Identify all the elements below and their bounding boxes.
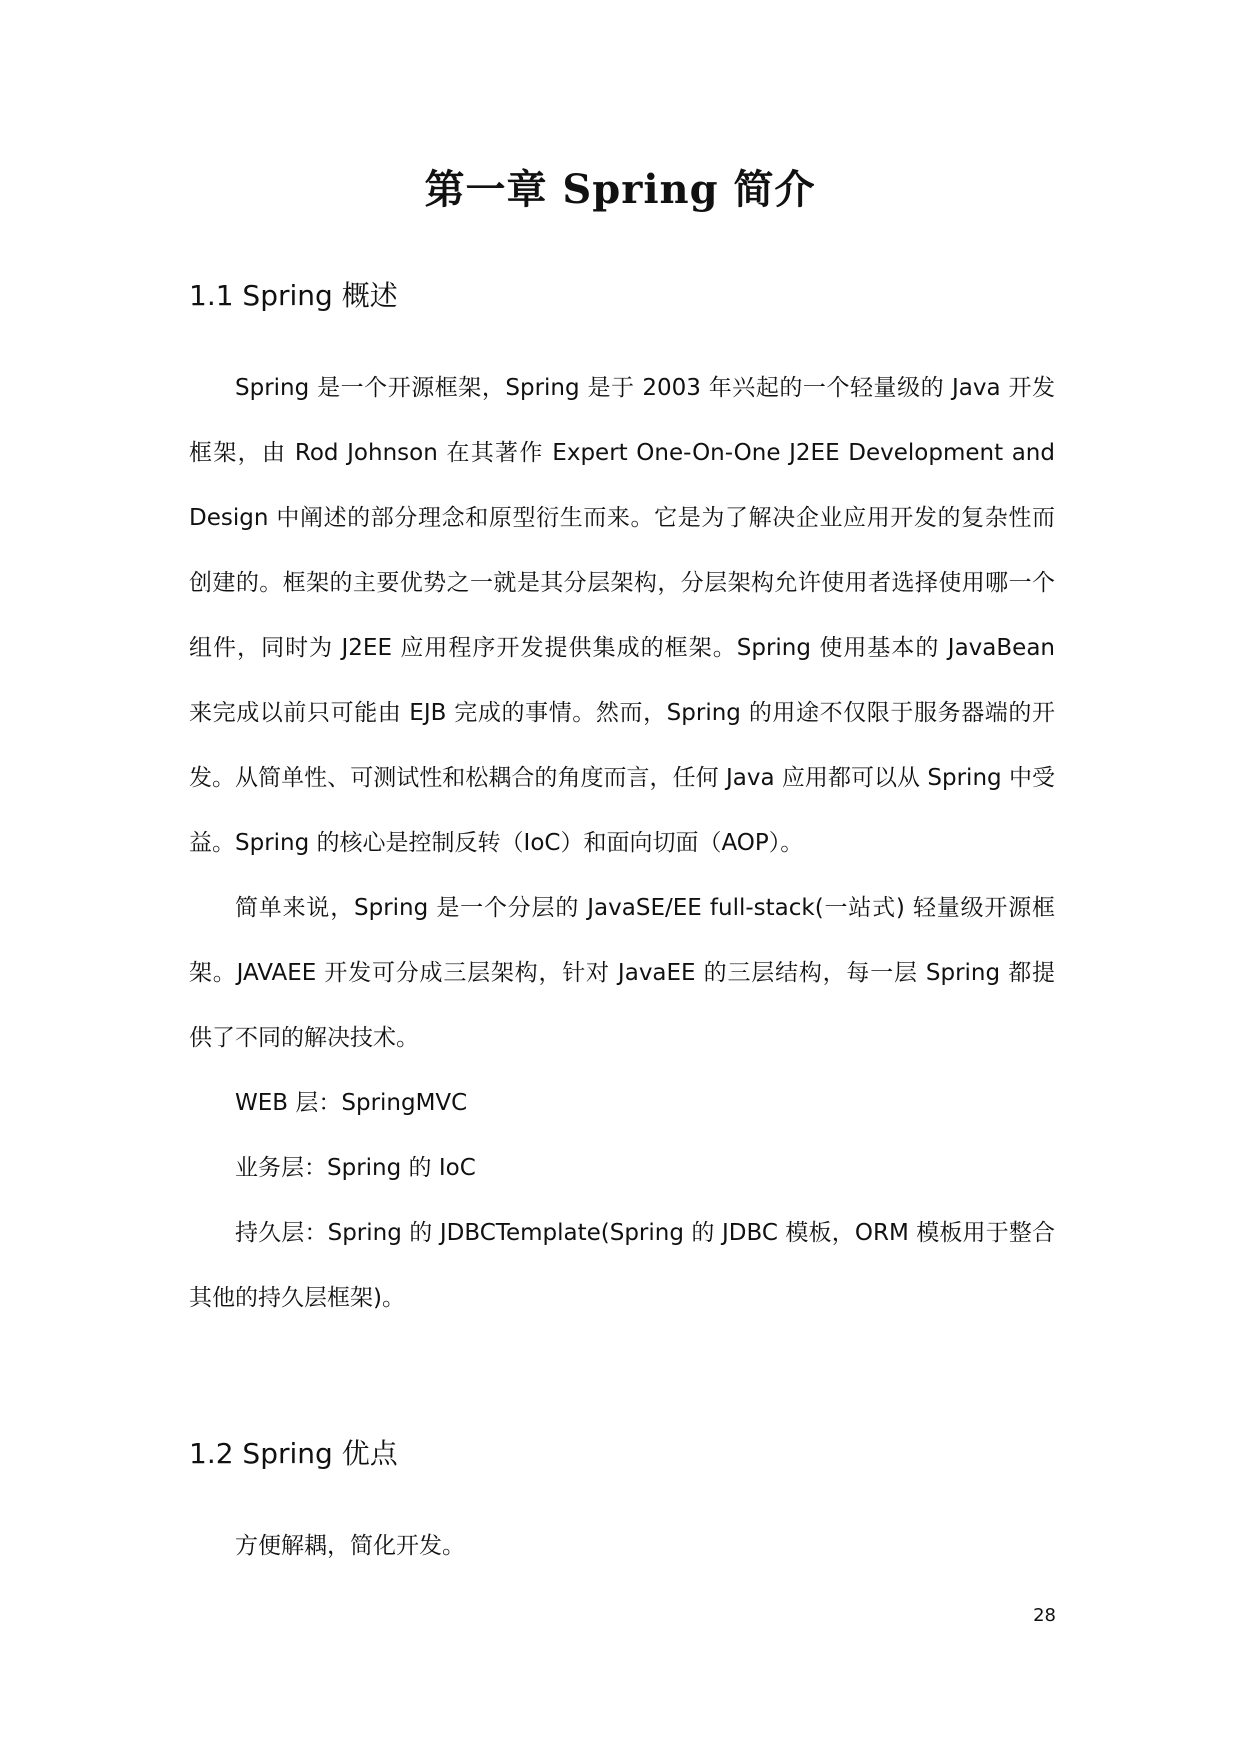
paragraph-web-layer: WEB 层：SpringMVC xyxy=(235,1090,468,1116)
paragraph-persistence-layer: 持久层：Spring 的 JDBCTemplate(Spring 的 JDBC 模板，ORM 模板用于整合其他的持久层框架)。 xyxy=(189,1220,1055,1311)
paragraph-layered-framework: 简单来说，Spring 是一个分层的 JavaSE/EE full-stack(一站式) 轻量级开源框架。JAVAEE 开发可分成三层架构，针对 JavaEE 的三层结构，每一层 Spring 都提供了不同的解决技术。 xyxy=(189,895,1055,1051)
chapter-title: 第一章 Spring 简介 xyxy=(424,166,816,213)
section-heading-overview: 1.1 Spring 概述 xyxy=(189,279,398,312)
section-overview-body xyxy=(189,356,1055,1331)
section-heading-advantages: 1.2 Spring 优点 xyxy=(189,1437,398,1470)
paragraph-business-layer: 业务层：Spring 的 IoC xyxy=(235,1155,476,1181)
paragraph-spring-intro: Spring 是一个开源框架，Spring 是于 2003 年兴起的一个轻量级的 Java 开发框架，由 Rod Johnson 在其著作 Expert One-On-One J2EE Development and Design 中阐述的部分理念和原型衍生而来。它是为了解决企业应用开发的复杂性而创建的。框架的主要优势之一就是其分层架构，分层架构允许使用者选择使用哪一个组件，同时为 J2EE 应用程序开发提供集成的框架。Spring 使用基本的 JavaBean 来完成以前只可能由 EJB 完成的事情。然而，Spring 的用途不仅限于服务器端的开发。从简单性、可测试性和松耦合的角度而言，任何 Java 应用都可以从 Spring 中受益。Spring 的核心是控制反转（IoC）和面向切面（AOP）。 xyxy=(189,375,1055,856)
page-number: 28 xyxy=(1033,1605,1056,1626)
paragraph-decoupling: 方便解耦，简化开发。 xyxy=(235,1533,465,1559)
section-advantages-body xyxy=(189,1514,1055,1579)
